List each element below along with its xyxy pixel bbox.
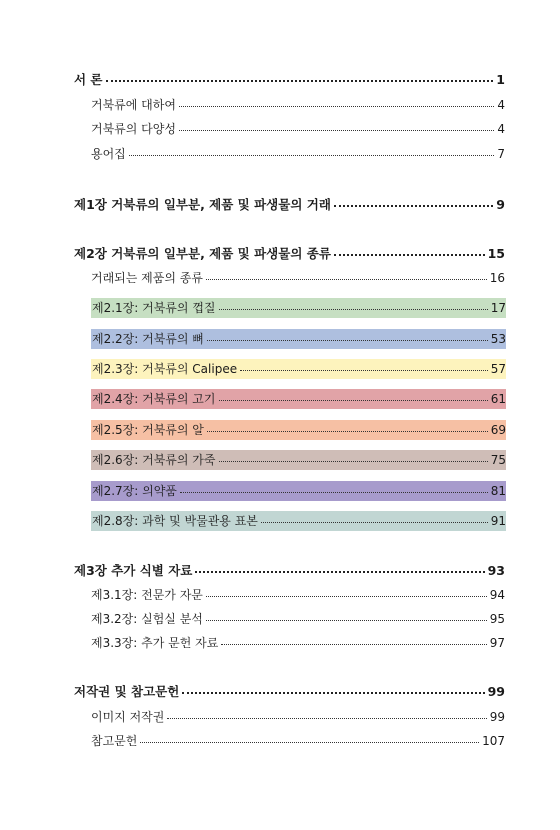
toc-label: 제2.6장: 거북류의 가죽 [92,453,216,467]
toc-page-number: 107 [482,734,505,748]
toc-entry-image-copyright[interactable] [91,707,505,727]
toc-label: 제2.1장: 거북류의 껍질 [92,301,216,315]
toc-page-number: 7 [497,147,505,161]
toc-page-number: 97 [489,636,505,650]
dot-leader [334,253,485,256]
toc-page-number: 57 [490,362,506,376]
toc-label: 이미지 저작권 [91,710,165,724]
toc-page-number: 61 [490,392,506,406]
dot-leader [207,339,488,341]
toc-page-number: 17 [490,301,506,315]
toc-page-number: 16 [489,271,505,285]
toc-label: 제3장 추가 식별 자료 [74,563,193,578]
toc-entry-chapter-3-2[interactable] [91,609,505,629]
dot-leader [140,741,479,743]
toc-label: 제2.2장: 거북류의 뼈 [92,332,204,346]
dot-leader [261,521,488,523]
dot-leader [207,430,488,432]
toc-entry-chapter-3-3[interactable] [91,633,505,653]
toc-label: 제2.5장: 거북류의 알 [92,423,204,437]
toc-label: 제2.3장: 거북류의 Calipee [92,362,238,376]
dot-leader [180,491,488,493]
toc-entry-copyright-references[interactable] [74,682,505,702]
dot-leader [167,717,486,719]
dot-leader [206,278,487,280]
dot-leader [179,105,494,107]
toc-page-number: 1 [496,72,505,87]
toc-label: 제2.4장: 거북류의 고기 [92,392,216,406]
toc-page-number: 15 [487,246,505,261]
dot-leader [195,570,484,573]
toc-entry-turtle-diversity[interactable] [91,119,505,139]
toc-label: 거북류의 다양성 [91,122,176,136]
dot-leader [221,643,486,645]
toc-page-number: 99 [489,710,505,724]
toc-label: 거북류에 대하여 [91,98,176,112]
toc-label: 제3.1장: 전문가 자문 [91,588,203,602]
toc-entry-glossary[interactable] [91,144,505,164]
dot-leader [240,369,488,371]
dot-leader [206,595,487,597]
toc-page-number: 95 [489,612,505,626]
dot-leader [219,308,488,310]
dot-leader [182,691,484,694]
toc-entry-chapter-2-6[interactable] [91,450,506,470]
toc-entry-chapter-3-1[interactable] [91,585,505,605]
toc-entry-chapter-2[interactable] [74,244,505,264]
toc-label: 서 론 [74,72,103,87]
toc-entry-chapter-2-1[interactable] [91,298,506,318]
dot-leader [334,204,493,207]
toc-page-number: 4 [497,122,505,136]
toc-page-number: 81 [490,484,506,498]
toc-page-number: 4 [497,98,505,112]
dot-leader [106,79,494,82]
toc-entry-traded-products[interactable] [91,268,505,288]
dot-leader [219,460,488,462]
toc-entry-about-turtles[interactable] [91,95,505,115]
toc-page-number: 9 [496,197,505,212]
toc-page-number: 69 [490,423,506,437]
toc-label: 제3.3장: 추가 문헌 자료 [91,636,219,650]
toc-label: 제2.7장: 의약품 [92,484,177,498]
toc-page-number: 93 [487,563,505,578]
toc-entry-chapter-2-7[interactable] [91,481,506,501]
dot-leader [179,129,494,131]
toc-label: 용어집 [91,147,126,161]
toc-label: 제3.2장: 실험실 분석 [91,612,203,626]
toc-entry-references[interactable] [91,731,505,751]
toc-entry-chapter-2-8[interactable] [91,511,506,531]
toc-label: 거래되는 제품의 종류 [91,271,203,285]
toc-entry-chapter-2-2[interactable] [91,329,506,349]
toc-entry-chapter-2-3[interactable] [91,359,506,379]
toc-label: 저작권 및 참고문헌 [74,684,180,699]
toc-label: 참고문헌 [91,734,138,748]
toc-page-number: 53 [490,332,506,346]
toc-label: 제1장 거북류의 일부분, 제품 및 파생물의 거래 [74,197,331,212]
toc-label: 제2장 거북류의 일부분, 제품 및 파생물의 종류 [74,246,331,261]
toc-page-number: 94 [489,588,505,602]
toc-entry-chapter-2-5[interactable] [91,420,506,440]
toc-label: 제2.8장: 과학 및 박물관용 표본 [92,514,258,528]
toc-page-number: 91 [490,514,506,528]
dot-leader [129,154,495,156]
toc-entry-chapter-1[interactable] [74,195,505,215]
toc-page-number: 75 [490,453,506,467]
toc-page-number: 99 [487,684,505,699]
dot-leader [206,619,487,621]
toc-entry-chapter-2-4[interactable] [91,389,506,409]
toc-entry-chapter-3[interactable] [74,561,505,581]
toc-entry-introduction[interactable] [74,70,505,90]
dot-leader [219,399,488,401]
